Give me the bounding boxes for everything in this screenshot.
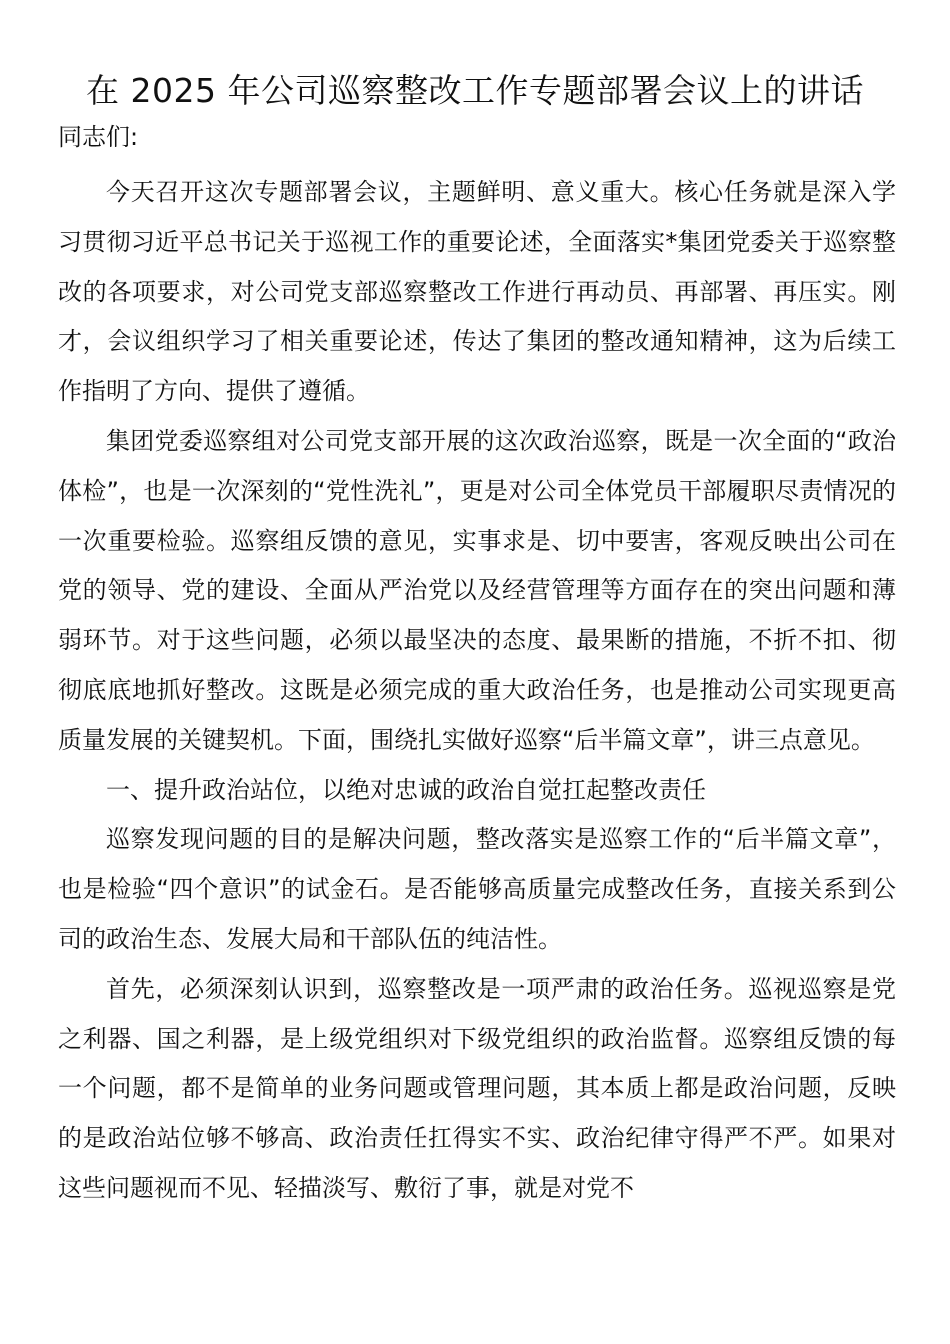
document-title: 在 2025 年公司巡察整改工作专题部署会议上的讲话	[86, 71, 864, 110]
section-paragraph-2: 首先，必须深刻认识到，巡察整改是一项严肃的政治任务。巡视巡察是党之利器、国之利器，是上级党组织对下级党组织的政治监督。巡察组反馈的每一个问题，都不是简单的业务问题或管理问题，其本质上都是政治问题，反映的是政治站位够不够高、政治责任扛得实不实、政治纪律守得严不严。如果对这些问题视而不见、轻描淡写、敷衍了事，就是对党不	[58, 974, 896, 1202]
document-body	[58, 168, 896, 1214]
salutation: 同志们:	[58, 123, 139, 151]
section-paragraph-1: 巡察发现问题的目的是解决问题，整改落实是巡察工作的“后半篇文章”，也是检验“四个意识”的试金石。是否能够高质量完成整改任务，直接关系到公司的政治生态、发展大局和干部队伍的纯洁性。	[58, 825, 896, 953]
section-heading-1: 一、提升政治站位，以绝对忠诚的政治自觉扛起整改责任	[106, 775, 706, 804]
paragraph-opening: 今天召开这次专题部署会议，主题鲜明、意义重大。核心任务就是深入学习贯彻习近平总书记关于巡视工作的重要论述，全面落实*集团党委关于巡察整改的各项要求，对公司党支部巡察整改工作进行再动员、再部署、再压实。刚才，会议组织学习了相关重要论述，传达了集团的整改通知精神，这为后续工作指明了方向、提供了遵循。	[58, 178, 896, 406]
paragraph-background: 集团党委巡察组对公司党支部开展的这次政治巡察，既是一次全面的“政治体检”，也是一次深刻的“党性洗礼”，更是对公司全体党员干部履职尽责情况的一次重要检验。巡察组反馈的意见，实事求是、切中要害，客观反映出公司在党的领导、党的建设、全面从严治党以及经营管理等方面存在的突出问题和薄弱环节。对于这些问题，必须以最坚决的态度、最果断的措施，不折不扣、彻彻底底地抓好整改。这既是必须完成的重大政治任务，也是推动公司实现更高质量发展的关键契机。下面，围绕扎实做好巡察“后半篇文章”，讲三点意见。	[58, 426, 896, 754]
